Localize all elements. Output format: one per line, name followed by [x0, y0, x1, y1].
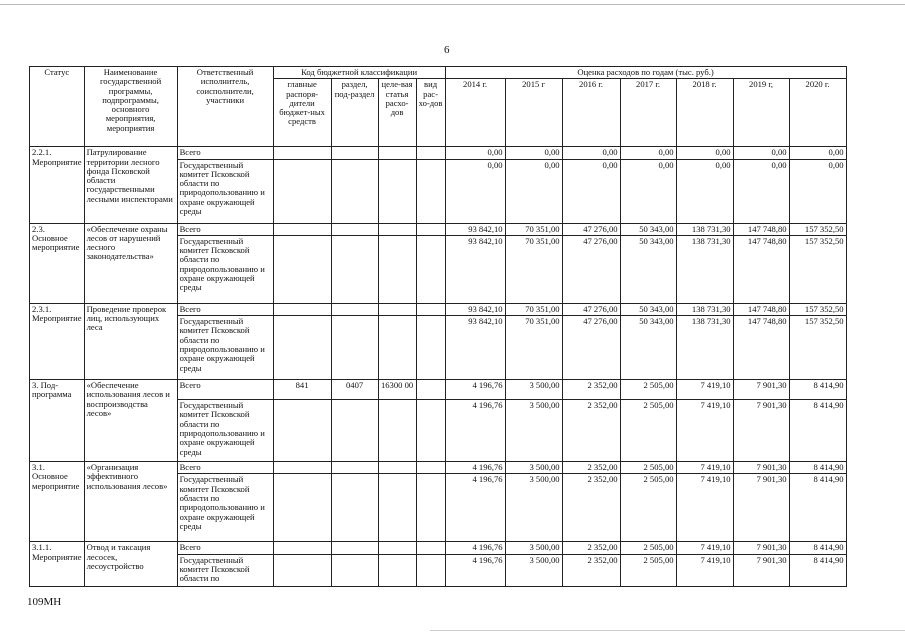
year-value: 2 505,00 — [620, 400, 676, 462]
row-status: 2.3.1. Мероприятие — [30, 303, 85, 379]
year-value: 2 352,00 — [562, 474, 620, 542]
row-executor: Всего — [177, 147, 273, 159]
year-value: 3 500,00 — [505, 542, 562, 554]
code-csr: 16300 00 — [378, 380, 416, 400]
year-value: 4 196,76 — [445, 462, 505, 474]
year-value: 4 196,76 — [445, 380, 505, 400]
year-value: 3 500,00 — [505, 554, 562, 586]
code-rzpr — [331, 303, 378, 315]
code-csr — [378, 474, 416, 542]
year-value: 93 842,10 — [445, 235, 505, 303]
footer-code: 109МН — [27, 596, 62, 608]
code-rzpr — [331, 400, 378, 462]
code-csr — [378, 147, 416, 159]
row-name: Отвод и таксация лесосек, лесоустройство — [84, 542, 177, 586]
table-row — [30, 223, 847, 235]
year-value: 70 351,00 — [505, 235, 562, 303]
row-executor: Всего — [177, 223, 273, 235]
header-executor: Ответственный исполнитель, соисполнители, участники — [177, 67, 273, 147]
year-value: 7 901,30 — [733, 380, 789, 400]
code-rzpr — [331, 159, 378, 223]
header-rzpr: раздел, под-раздел — [331, 79, 378, 147]
row-executor: Государственный комитет Псковской области по природопользованию и охране окружающей среды — [177, 400, 273, 462]
scan-edge-top — [0, 4, 905, 5]
code-grbs — [273, 462, 331, 474]
year-value: 7 419,10 — [676, 400, 733, 462]
year-value: 2 352,00 — [562, 542, 620, 554]
year-value: 147 748,80 — [733, 223, 789, 235]
row-executor: Всего — [177, 380, 273, 400]
row-executor: Всего — [177, 462, 273, 474]
row-name: Патрулирование территории лесного фонда Псковской области государственными лесными инспекторами — [84, 147, 177, 223]
year-value: 2 505,00 — [620, 462, 676, 474]
year-value: 0,00 — [562, 147, 620, 159]
header-name: Наименование государственной программы, подпрограммы, основного мероприятия, мероприятия — [84, 67, 177, 147]
year-value: 147 748,80 — [733, 235, 789, 303]
year-value: 138 731,30 — [676, 303, 733, 315]
year-value: 0,00 — [733, 147, 789, 159]
code-vr — [416, 235, 445, 303]
year-value: 7 419,10 — [676, 554, 733, 586]
year-value: 7 901,30 — [733, 400, 789, 462]
code-csr — [378, 400, 416, 462]
year-value: 3 500,00 — [505, 462, 562, 474]
year-value: 4 196,76 — [445, 400, 505, 462]
header-vr: вид рас-хо-дов — [416, 79, 445, 147]
year-value: 50 343,00 — [620, 223, 676, 235]
header-year: 2020 г. — [789, 79, 846, 147]
code-rzpr — [331, 554, 378, 586]
header-year: 2018 г. — [676, 79, 733, 147]
year-value: 2 505,00 — [620, 474, 676, 542]
year-value: 4 196,76 — [445, 474, 505, 542]
year-value: 0,00 — [620, 147, 676, 159]
year-value: 47 276,00 — [562, 316, 620, 380]
year-value: 0,00 — [445, 147, 505, 159]
code-vr — [416, 400, 445, 462]
year-value: 2 505,00 — [620, 542, 676, 554]
year-value: 157 352,50 — [789, 235, 846, 303]
year-value: 50 343,00 — [620, 303, 676, 315]
row-status: 2.2.1. Мероприятие — [30, 147, 85, 223]
year-value: 0,00 — [505, 159, 562, 223]
code-csr — [378, 316, 416, 380]
code-grbs — [273, 147, 331, 159]
year-value: 138 731,30 — [676, 316, 733, 380]
year-value: 0,00 — [676, 147, 733, 159]
code-grbs — [273, 303, 331, 315]
code-grbs — [273, 223, 331, 235]
table-row — [30, 303, 847, 315]
header-status: Статус — [30, 67, 85, 147]
code-grbs — [273, 235, 331, 303]
code-rzpr — [331, 474, 378, 542]
year-value: 7 419,10 — [676, 380, 733, 400]
year-value: 138 731,30 — [676, 223, 733, 235]
row-executor: Государственный комитет Псковской области по — [177, 554, 273, 586]
year-value: 8 414,90 — [789, 554, 846, 586]
year-value: 0,00 — [733, 159, 789, 223]
year-value: 2 352,00 — [562, 554, 620, 586]
year-value: 47 276,00 — [562, 235, 620, 303]
code-csr — [378, 159, 416, 223]
year-value: 2 352,00 — [562, 380, 620, 400]
year-value: 4 196,76 — [445, 554, 505, 586]
year-value: 70 351,00 — [505, 223, 562, 235]
row-executor: Всего — [177, 303, 273, 315]
row-status: 3. Под-программа — [30, 380, 85, 462]
year-value: 0,00 — [505, 147, 562, 159]
row-executor: Государственный комитет Псковской области по природопользованию и охране окружающей среды — [177, 159, 273, 223]
year-value: 2 505,00 — [620, 554, 676, 586]
year-value: 7 901,30 — [733, 462, 789, 474]
header-year: 2015 г — [505, 79, 562, 147]
header-year: 2014 г. — [445, 79, 505, 147]
year-value: 2 505,00 — [620, 380, 676, 400]
year-value: 93 842,10 — [445, 316, 505, 380]
row-executor: Государственный комитет Псковской области по природопользованию и охране окружающей среды — [177, 235, 273, 303]
header-budget-code: Код бюджетной классификации — [273, 67, 445, 79]
year-value: 0,00 — [620, 159, 676, 223]
year-value: 138 731,30 — [676, 235, 733, 303]
year-value: 93 842,10 — [445, 223, 505, 235]
code-vr — [416, 159, 445, 223]
year-value: 2 352,00 — [562, 462, 620, 474]
year-value: 3 500,00 — [505, 400, 562, 462]
year-value: 157 352,50 — [789, 303, 846, 315]
header-year: 2016 г. — [562, 79, 620, 147]
row-name: «Обеспечение охраны лесов от нарушений лесного законодательства» — [84, 223, 177, 303]
year-value: 70 351,00 — [505, 316, 562, 380]
code-grbs: 841 — [273, 380, 331, 400]
code-csr — [378, 462, 416, 474]
year-value: 157 352,50 — [789, 223, 846, 235]
year-value: 47 276,00 — [562, 303, 620, 315]
year-value: 0,00 — [789, 159, 846, 223]
row-name: Проведение проверок лиц, использующих леса — [84, 303, 177, 379]
header-csr: целе-вая статья расхо-дов — [378, 79, 416, 147]
table-row — [30, 462, 847, 474]
code-rzpr — [331, 462, 378, 474]
code-grbs — [273, 400, 331, 462]
code-csr — [378, 303, 416, 315]
code-rzpr — [331, 223, 378, 235]
header-year: 2017 г. — [620, 79, 676, 147]
row-name: «Обеспечение использования лесов и воспроизводства лесов» — [84, 380, 177, 462]
row-name: «Организация эффективного использования лесов» — [84, 462, 177, 542]
code-vr — [416, 554, 445, 586]
code-vr — [416, 303, 445, 315]
row-status: 2.3. Основное мероприятие — [30, 223, 85, 303]
year-value: 93 842,10 — [445, 303, 505, 315]
code-csr — [378, 223, 416, 235]
scan-edge-bottom — [430, 630, 905, 631]
year-value: 147 748,80 — [733, 303, 789, 315]
year-value: 4 196,76 — [445, 542, 505, 554]
year-value: 8 414,90 — [789, 542, 846, 554]
code-rzpr: 0407 — [331, 380, 378, 400]
code-grbs — [273, 159, 331, 223]
page-number: 6 — [444, 44, 450, 56]
year-value: 70 351,00 — [505, 303, 562, 315]
table-row — [30, 147, 847, 159]
year-value: 8 414,90 — [789, 400, 846, 462]
year-value: 8 414,90 — [789, 474, 846, 542]
year-value: 50 343,00 — [620, 235, 676, 303]
year-value: 2 352,00 — [562, 400, 620, 462]
year-value: 7 419,10 — [676, 542, 733, 554]
year-value: 0,00 — [445, 159, 505, 223]
year-value: 0,00 — [562, 159, 620, 223]
code-vr — [416, 316, 445, 380]
code-vr — [416, 147, 445, 159]
code-vr — [416, 223, 445, 235]
code-csr — [378, 542, 416, 554]
row-status: 3.1.1. Мероприятие — [30, 542, 85, 586]
code-grbs — [273, 542, 331, 554]
year-value: 7 419,10 — [676, 474, 733, 542]
budget-table — [29, 66, 847, 587]
header-grbs: главные распоря-дители бюджет-ных средств — [273, 79, 331, 147]
year-value: 147 748,80 — [733, 316, 789, 380]
year-value: 50 343,00 — [620, 316, 676, 380]
year-value: 3 500,00 — [505, 474, 562, 542]
year-value: 8 414,90 — [789, 462, 846, 474]
header-estimate: Оценка расходов по годам (тыс. руб.) — [445, 67, 846, 79]
code-vr — [416, 542, 445, 554]
row-status: 3.1. Основное мероприятие — [30, 462, 85, 542]
year-value: 157 352,50 — [789, 316, 846, 380]
code-rzpr — [331, 316, 378, 380]
code-csr — [378, 554, 416, 586]
year-value: 0,00 — [676, 159, 733, 223]
code-rzpr — [331, 147, 378, 159]
code-grbs — [273, 474, 331, 542]
header-year: 2019 г, — [733, 79, 789, 147]
code-vr — [416, 462, 445, 474]
code-vr — [416, 380, 445, 400]
year-value: 8 414,90 — [789, 380, 846, 400]
code-grbs — [273, 554, 331, 586]
code-rzpr — [331, 542, 378, 554]
year-value: 7 901,30 — [733, 474, 789, 542]
year-value: 7 901,30 — [733, 554, 789, 586]
row-executor: Государственный комитет Псковской области по природопользованию и охране окружающей среды — [177, 474, 273, 542]
code-rzpr — [331, 235, 378, 303]
year-value: 47 276,00 — [562, 223, 620, 235]
code-csr — [378, 235, 416, 303]
table-row — [30, 380, 847, 400]
code-grbs — [273, 316, 331, 380]
year-value: 7 419,10 — [676, 462, 733, 474]
year-value: 3 500,00 — [505, 380, 562, 400]
year-value: 7 901,30 — [733, 542, 789, 554]
year-value: 0,00 — [789, 147, 846, 159]
table-row — [30, 542, 847, 554]
code-vr — [416, 474, 445, 542]
row-executor: Государственный комитет Псковской области по природопользованию и охране окружающей среды — [177, 316, 273, 380]
row-executor: Всего — [177, 542, 273, 554]
